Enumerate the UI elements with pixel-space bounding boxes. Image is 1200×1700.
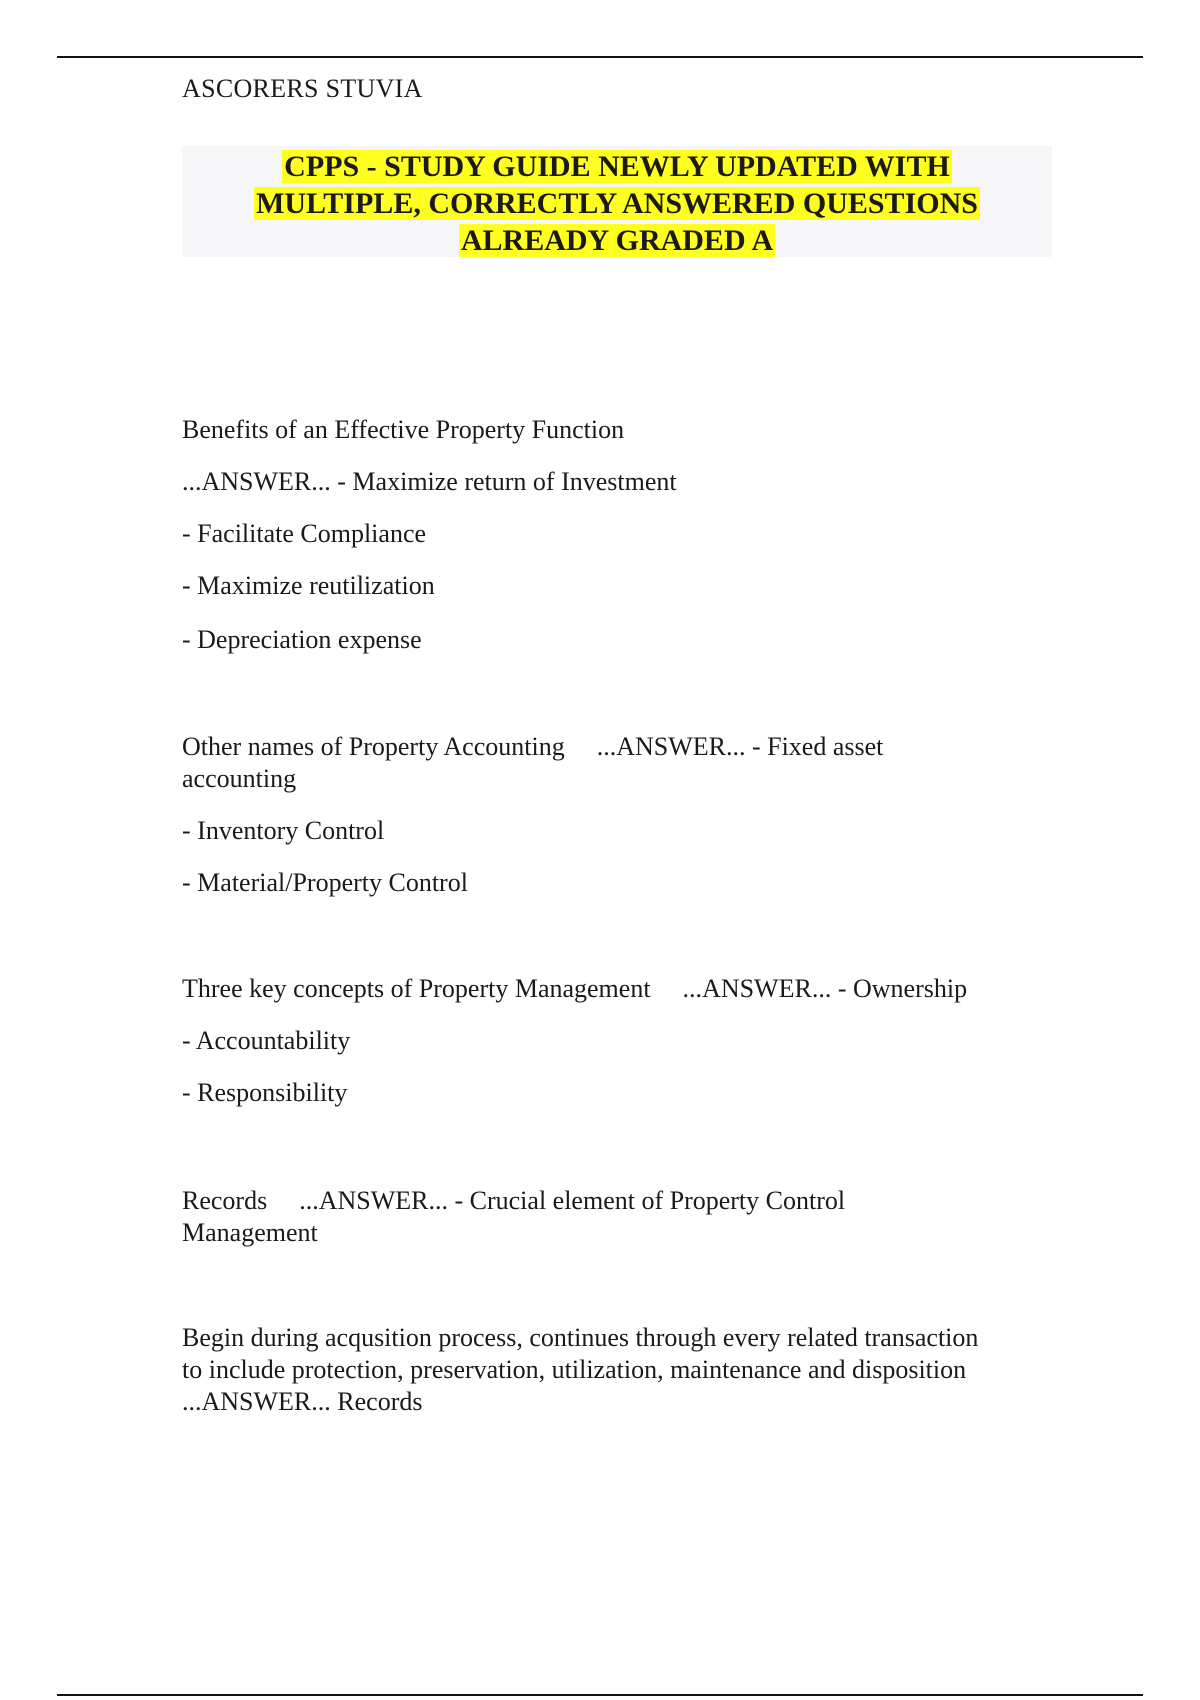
question-text: Records <box>182 1186 268 1215</box>
question-text: Other names of Property Accounting <box>182 732 565 761</box>
answer-text: ...ANSWER... - Maximize return of Investment <box>182 467 677 496</box>
title-line-2: MULTIPLE, CORRECTLY ANSWERED QUESTIONS <box>256 187 978 220</box>
document-title-box <box>182 146 1052 257</box>
question-text: Begin during acqusition process, continues through every related transaction <box>182 1323 979 1352</box>
answer-text: ...ANSWER... Records <box>182 1387 423 1416</box>
answer-item: - Responsibility <box>182 1078 348 1107</box>
answer-item: - Depreciation expense <box>182 625 422 654</box>
answer-item: - Accountability <box>182 1026 351 1055</box>
answer-text: ...ANSWER... - Fixed asset <box>596 732 884 761</box>
answer-item: - Facilitate Compliance <box>182 519 427 548</box>
qa-block-3 <box>182 973 1062 1109</box>
title-line-3: ALREADY GRADED A <box>460 224 774 257</box>
qa-block-2 <box>182 731 1062 899</box>
title-line-1: CPPS - STUDY GUIDE NEWLY UPDATED WITH <box>284 150 950 183</box>
qa-block-4 <box>182 1185 1062 1249</box>
answer-item: - Inventory Control <box>182 816 385 845</box>
question-text: to include protection, preservation, utilization, maintenance and disposition <box>182 1355 967 1384</box>
question-text: Benefits of an Effective Property Function <box>182 415 625 444</box>
answer-item: - Material/Property Control <box>182 868 468 897</box>
qa-block-1 <box>182 414 1062 656</box>
answer-text: ...ANSWER... - Ownership <box>682 974 968 1003</box>
top-rule <box>57 56 1143 58</box>
question-text: Three key concepts of Property Management <box>182 974 651 1003</box>
answer-continuation: Management <box>182 1218 318 1247</box>
bottom-rule <box>57 1694 1143 1696</box>
qa-block-5 <box>182 1322 1062 1418</box>
answer-item: - Maximize reutilization <box>182 571 435 600</box>
answer-text: ...ANSWER... - Crucial element of Property Control <box>299 1186 846 1215</box>
header-site-name: ASCORERS STUVIA <box>182 74 423 103</box>
answer-continuation: accounting <box>182 764 297 793</box>
